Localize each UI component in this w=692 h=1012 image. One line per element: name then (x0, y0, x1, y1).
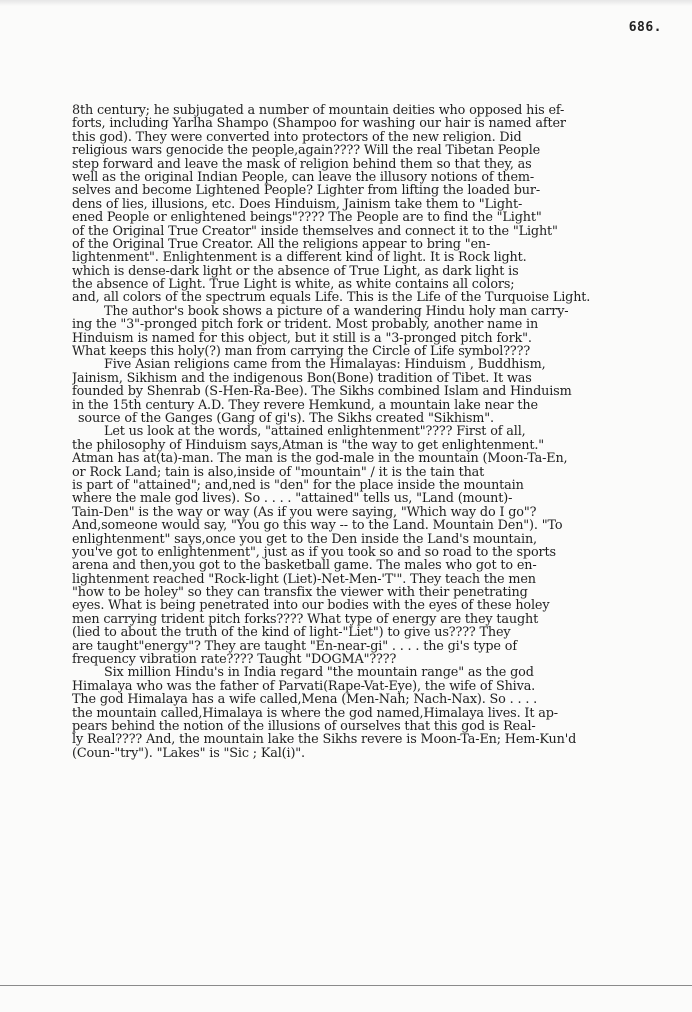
text-line: The god Himalaya has a wife called,Mena (Men-Nah; Nach-Nax). So . . . . (72, 693, 538, 707)
text-line: the absence of Light. True Light is white, as white contains all colors; (72, 278, 515, 292)
text-line: where the male god lives). So . . . . "attained" tells us, "Land (mount)- (72, 492, 513, 506)
text-line: are taught"energy"? They are taught "En-near-gi" . . . . the gi's type of (72, 639, 517, 654)
text-line: Tain-Den" is the way or way (As if you were saying, "Which way do I go"? (72, 505, 537, 520)
text-line: this god). They were converted into protectors of the new religion. Did (72, 130, 522, 145)
text-line: the philosophy of Hinduism says,Atman is "the way to get enlightenment." (72, 438, 544, 453)
text-line: eyes. What is being penetrated into our bodies with the eyes of these holey (72, 599, 550, 613)
text-line: of the Original True Creator" inside themselves and connect it to the "Light" (72, 224, 558, 238)
text-line: the mountain called,Himalaya is where the god named,Himalaya lives. It ap- (72, 706, 558, 720)
text-line: "how to be holey" so they can transfix the viewer with their penetrating (72, 586, 528, 600)
text-line: religious wars genocide the people,again???? Will the real Tibetan People (72, 144, 541, 158)
text-line: well as the original Indian People, can leave the illusory notions of them- (72, 170, 535, 185)
text-line: of the Original True Creator. All the religions appear to bring "en- (72, 237, 491, 252)
text-line: founded by Shenrab (S-Hen-Ra-Bee). The Sikhs combined Islam and Hinduism (72, 385, 572, 399)
text-line: lightenment". Enlightenment is a different kind of light. It is Rock light. (72, 251, 527, 265)
text-line: pears behind the notion of the illusions of ourselves that this god is Real- (72, 719, 536, 734)
paragraph-start-line: Five Asian religions came from the Himalayas: Hinduism , Buddhism, (104, 358, 546, 372)
text-line: ened People or enlightened beings"???? The People are to find the "Light" (72, 211, 542, 225)
text-line: And,someone would say, "You go this way -- to the Land. Mountain Den"). "To (72, 519, 563, 533)
paragraph-start-line: Let us look at the words, "attained enlightenment"???? First of all, (104, 425, 526, 439)
body-text (72, 104, 684, 760)
scan-edge (0, 0, 692, 6)
text-line: forts, including Yarlha Shampo (Shampoo for washing our hair is named after (72, 117, 566, 131)
text-line: you've got to enlightenment", just as if you took so and so road to the sports (72, 545, 556, 560)
text-line: Himalaya who was the father of Parvati(Rape-Vat-Eye), the wife of Shiva. (72, 679, 536, 694)
text-line: selves and become Lightened People? Lighter from lifting the loaded bur- (72, 184, 541, 198)
page-number: 686. (628, 20, 662, 35)
text-line: (Coun-"try"). "Lakes" is "Sic ; Kal(i)". (72, 746, 305, 761)
text-line: in the 15th century A.D. They revere Hemkund, a mountain lake near the (72, 398, 538, 412)
text-line: and, all colors of the spectrum equals Life. This is the Life of the Turquoise Light. (72, 291, 591, 305)
text-line: frequency vibration rate???? Taught "DOGMA"???? (72, 653, 397, 667)
paragraph-start-line: The author's book shows a picture of a wandering Hindu holy man carry- (104, 304, 569, 319)
text-line: dens of lies, illusions, etc. Does Hinduism, Jainism take them to "Light- (72, 197, 523, 212)
text-line: source of the Ganges (Gang of gi's). The Sikhs created "Sikhism". (78, 411, 494, 426)
text-line: which is dense-dark light or the absence of True Light, as dark light is (72, 264, 519, 279)
text-line: step forward and leave the mask of religion behind them so that they, as (72, 157, 532, 171)
text-line: Atman has at(ta)-man. The man is the god-male in the mountain (Moon-Ta-En, (72, 452, 568, 466)
text-line: arena and then,you got to the basketball game. The males who got to en- (72, 559, 537, 573)
text-line: is part of "attained"; and,ned is "den" for the place inside the mountain (72, 478, 524, 493)
text-line: or Rock Land; tain is also,inside of "mountain" / it is the tain that (72, 465, 485, 479)
text-line: Jainism, Sikhism and the indigenous Bon(Bone) tradition of Tibet. It was (72, 371, 532, 386)
text-line: What keeps this holy(?) man from carrying the Circle of Life symbol???? (72, 345, 531, 359)
text-line: lightenment reached "Rock-light (Liet)-Net-Men-'T'". They teach the men (72, 572, 536, 587)
paragraph-start-line: Six million Hindu's in India regard "the mountain range" as the god (104, 666, 534, 680)
text-line: ly Real???? And, the mountain lake the Sikhs revere is Moon-Ta-En; Hem-Kun'd (72, 733, 577, 747)
page-bottom-rule (0, 985, 692, 986)
text-line: Hinduism is named for this object, but it still is a "3-pronged pitch fork". (72, 331, 532, 346)
text-line: ing the "3"-pronged pitch fork or trident. Most probably, another name in (72, 318, 539, 332)
text-line: men carrying trident pitch forks???? What type of energy are they taught (72, 612, 539, 627)
text-line: (lied to about the truth of the kind of light-"Liet") to give us???? They (72, 626, 511, 640)
text-line: enlightenment" says,once you get to the Den inside the Land's mountain, (72, 532, 537, 546)
text-line: 8th century; he subjugated a number of mountain deities who opposed his ef- (72, 104, 565, 118)
